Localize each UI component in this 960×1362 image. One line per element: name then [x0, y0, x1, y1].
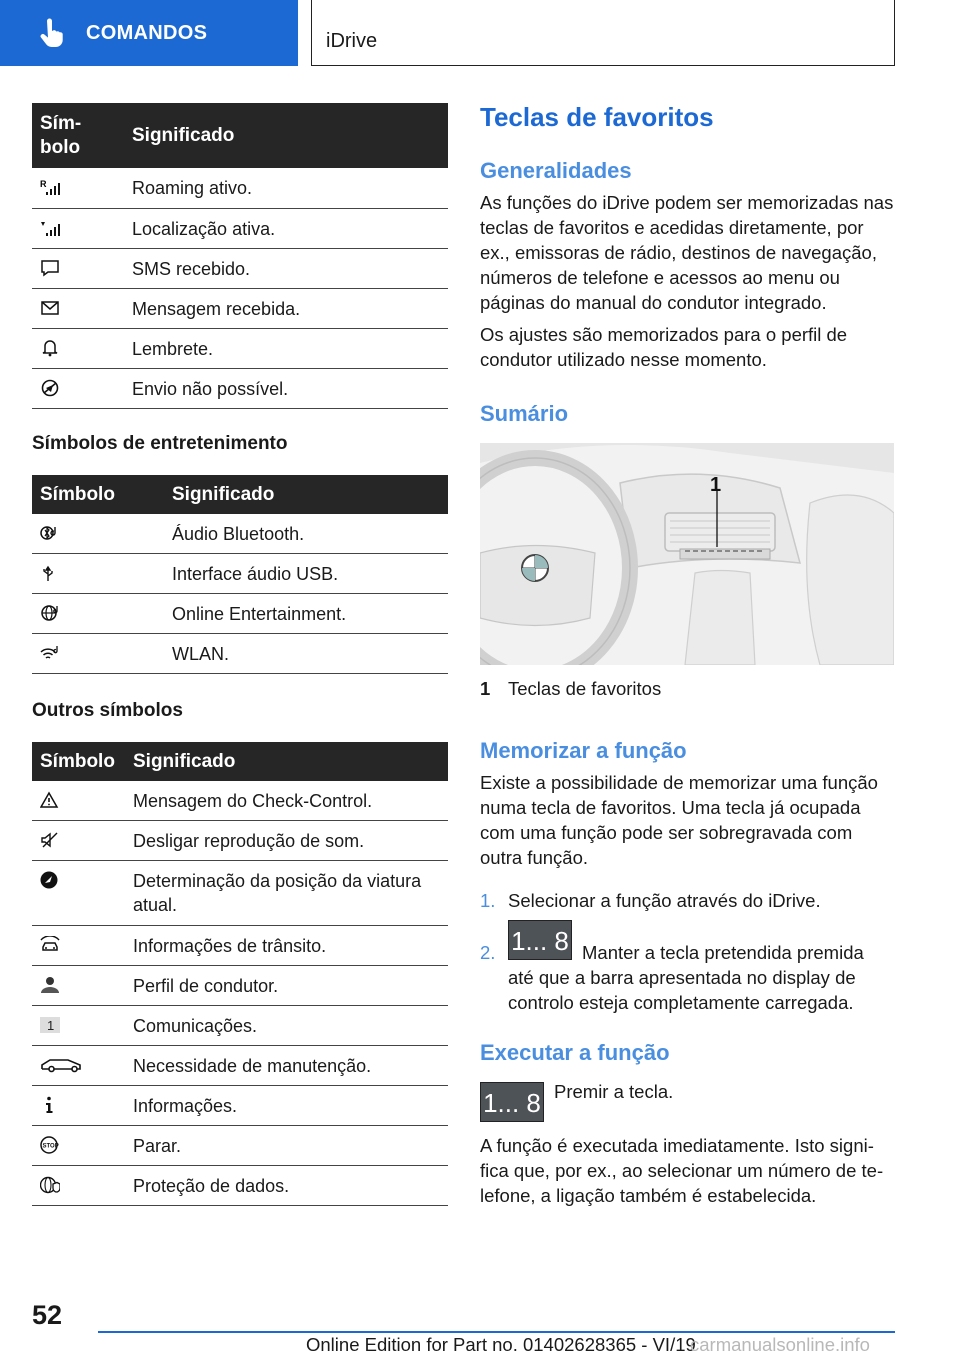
illustration-callout-1: 1 [710, 474, 722, 496]
execute-paragraph-1: Premir a tecla. [554, 1081, 674, 1102]
row-meaning: Roaming ativo. [124, 168, 448, 208]
col-header-symbol: Símbolo [32, 475, 164, 514]
summary-heading: Sumário [480, 401, 569, 426]
execute-heading: Executar a função [480, 1040, 670, 1065]
col-header-meaning: Significado [164, 475, 448, 514]
section-box [311, 0, 895, 66]
mute-icon [40, 831, 60, 849]
col-header-symbol: Símbolo [32, 742, 125, 781]
footer-edition: Online Edition for Part no. 01402628365 - VI/19 [306, 1334, 696, 1355]
row-meaning: Mensagem do Check-Control. [125, 781, 448, 820]
row-meaning: Necessidade de manutenção. [125, 1045, 448, 1085]
col-header-meaning: Significado [125, 742, 448, 781]
favorites-section [480, 102, 894, 133]
row-meaning: Desligar reprodução de som. [125, 820, 448, 860]
signal-location-icon [40, 219, 60, 237]
row-meaning: Parar. [125, 1125, 448, 1165]
row-meaning: Localização ativa. [124, 208, 448, 248]
info-icon [40, 1096, 60, 1114]
row-meaning: Informações. [125, 1085, 448, 1125]
summary-subsection [480, 401, 894, 427]
page-header [0, 0, 960, 66]
caption-number: 1 [480, 678, 491, 699]
symbols-table-2 [32, 475, 448, 674]
envelope-icon [40, 299, 60, 317]
general-paragraph-1: As funções do iDrive podem ser memorizadas nas teclas de favoritos e acedidas diretamente, por ex., emissoras de rádio, destinos de navegação, números de telefone e acessos ao menu ou páginas do manual do condutor integrado. [480, 192, 894, 313]
symbols-table-1 [32, 103, 448, 409]
step-number: 2. [480, 942, 496, 963]
chapter-label: COMANDOS [86, 21, 208, 44]
step-2-text: Manter a tecla pretendida premida até que a barra apresentada no display de controlo esteja completamente carregada. [508, 942, 864, 1013]
svg-text:1: 1 [47, 1017, 55, 1033]
caption-text: Teclas de favoritos [508, 678, 662, 699]
hand-pointer-icon [36, 18, 66, 48]
row-meaning: Mensagem recebida. [124, 288, 448, 328]
execute-subsection [480, 1040, 894, 1066]
svg-text:R: R [40, 179, 47, 189]
wlan-icon [40, 644, 60, 662]
row-meaning: SMS recebido. [124, 248, 448, 288]
general-subsection [480, 158, 894, 372]
online-entertainment-icon [40, 604, 60, 622]
row-meaning: Comunicações. [125, 1005, 448, 1045]
row-meaning: Informações de trânsito. [125, 925, 448, 965]
page-number: 52 [32, 1300, 63, 1330]
row-meaning: Lembrete. [124, 328, 448, 368]
other-symbols-heading: Outros símbolos [32, 700, 183, 721]
bluetooth-audio-icon [40, 524, 60, 542]
symbols-table-3 [32, 742, 448, 1206]
figure-caption [480, 678, 661, 700]
stop-icon [40, 1136, 60, 1154]
sms-icon [40, 259, 60, 277]
section-title: Teclas de favoritos [480, 102, 714, 132]
watermark: carmanualsonline.info [690, 1334, 870, 1355]
step-number: 1. [480, 890, 496, 911]
section-label: iDrive [326, 30, 378, 52]
row-meaning: Proteção de dados. [125, 1165, 448, 1205]
row-meaning: Perfil de condutor. [125, 965, 448, 1005]
row-meaning: Envio não possível. [124, 368, 448, 408]
memorize-paragraph: Existe a possibilidade de memorizar uma função numa tecla de favoritos. Uma tecla já ocupada com uma função pode ser sobregravada com outra função. [480, 772, 878, 868]
compass-icon [40, 871, 60, 889]
execute-paragraph-2: A função é executada imediatamente. Isto significa que, por ex., ao selecionar um número de telefone, a ligação também é estabelecida. [480, 1135, 884, 1206]
driver-profile-icon [40, 976, 60, 994]
favorite-key-button[interactable]: 1... 8 [480, 1082, 544, 1122]
row-meaning: WLAN. [164, 633, 448, 673]
general-paragraph-2: Os ajustes são memorizados para o perfil de condutor utilizado nesse momento. [480, 324, 848, 370]
general-heading: Generalidades [480, 158, 632, 183]
memorize-steps [480, 888, 894, 913]
roaming-icon [40, 178, 60, 196]
warning-icon [40, 791, 60, 809]
service-car-icon [40, 1056, 84, 1074]
col-header-meaning: Significado [124, 103, 448, 168]
usb-icon [40, 564, 60, 582]
step-1-text: Selecionar a função através do iDrive. [508, 890, 821, 911]
col-header-symbol: Sím- bolo [32, 103, 124, 168]
memorize-subsection [480, 738, 894, 870]
row-meaning: Interface áudio USB. [164, 553, 448, 593]
footer-divider [98, 1331, 895, 1333]
row-meaning: Online Entertainment. [164, 593, 448, 633]
traffic-icon [40, 936, 60, 954]
communication-icon [40, 1016, 60, 1034]
memorize-heading: Memorizar a função [480, 738, 687, 763]
favorite-key-button[interactable]: 1... 8 [508, 920, 572, 960]
bell-icon [40, 339, 60, 357]
chapter-tab [0, 0, 298, 66]
data-protection-icon [40, 1176, 60, 1194]
row-meaning: Áudio Bluetooth. [164, 514, 448, 553]
send-blocked-icon [40, 379, 60, 397]
row-meaning: Determinação da posição da viatura atual. [125, 860, 448, 925]
entertainment-symbols-heading: Símbolos de entretenimento [32, 433, 288, 454]
dashboard-illustration [480, 443, 894, 665]
svg-text:STOP: STOP [42, 1143, 59, 1149]
